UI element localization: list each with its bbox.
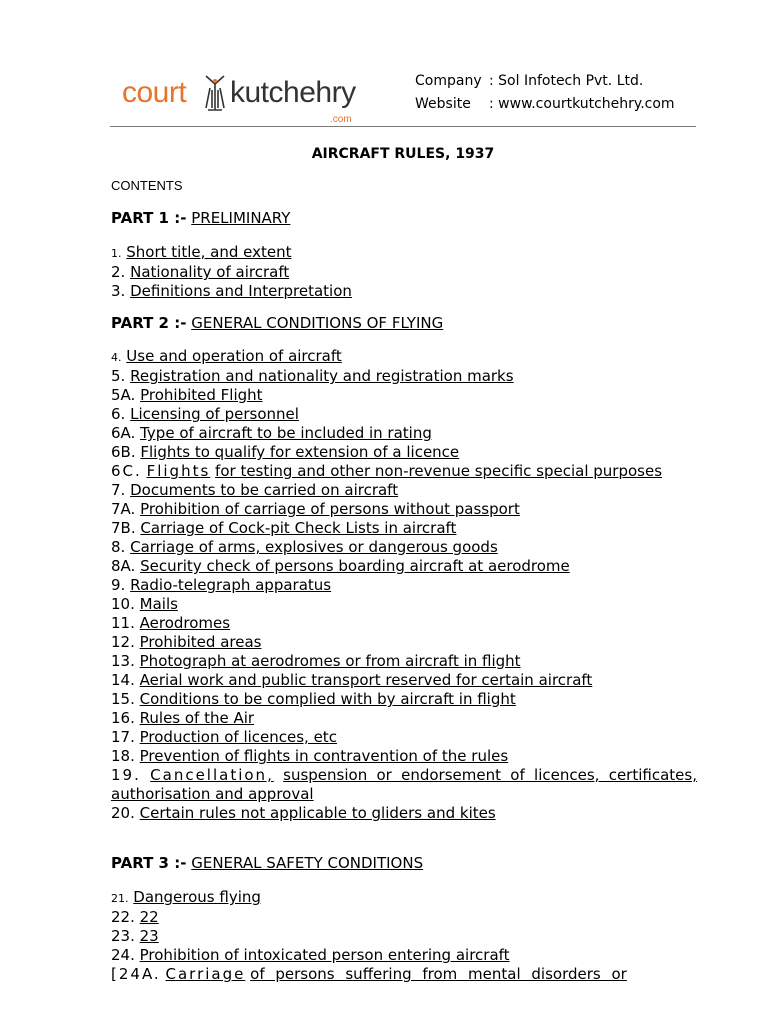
list-item — [111, 927, 697, 946]
item-number: 5. — [111, 367, 126, 385]
item-link[interactable]: Cancellation, — [150, 766, 274, 784]
item-number: 9. — [111, 576, 126, 594]
company-row — [415, 70, 675, 93]
header-divider — [110, 126, 696, 127]
page-header — [110, 62, 696, 126]
part-3-heading — [111, 854, 423, 872]
list-item — [111, 614, 697, 633]
item-number: [24A. — [111, 965, 161, 983]
item-number: 6. — [111, 405, 126, 423]
item-link[interactable]: Conditions to be complied with by aircraft in flight — [139, 690, 516, 708]
item-number: 11. — [111, 614, 135, 632]
item-number: 15. — [111, 690, 135, 708]
item-number: 23. — [111, 927, 135, 945]
item-number: 24. — [111, 946, 135, 964]
list-item — [111, 671, 697, 690]
list-item — [111, 908, 697, 927]
list-item — [111, 728, 697, 747]
item-link[interactable]: Aerial work and public transport reserved for certain aircraft — [139, 671, 593, 689]
item-number: 4. — [111, 351, 122, 364]
logo-com-text: .com — [330, 114, 352, 125]
item-link[interactable]: Use and operation of aircraft — [126, 347, 342, 365]
logo-court-text: court — [122, 76, 187, 109]
list-item — [111, 443, 697, 462]
website-label: Website — [415, 96, 471, 112]
item-number: 8A. — [111, 557, 136, 575]
item-number: 21. — [111, 892, 129, 905]
list-item — [111, 595, 697, 614]
item-number: 18. — [111, 747, 135, 765]
item-link[interactable]: Documents to be carried on aircraft — [130, 481, 399, 499]
item-link[interactable]: Registration and nationality and registration marks — [130, 367, 514, 385]
list-item — [111, 424, 697, 443]
list-item — [111, 500, 697, 519]
part-1-label: PART 1 :- — [111, 209, 187, 227]
list-item — [111, 709, 697, 728]
part-3-label: PART 3 :- — [111, 854, 187, 872]
item-number: 6C. — [111, 462, 142, 480]
list-item — [111, 538, 697, 557]
list-item — [111, 282, 697, 301]
part-2-heading — [111, 314, 443, 332]
item-link[interactable]: Aerodromes — [139, 614, 231, 632]
list-item — [111, 633, 697, 652]
list-item — [111, 243, 697, 263]
item-link[interactable]: Type of aircraft to be included in rating — [140, 424, 432, 442]
item-number: 7A. — [111, 500, 136, 518]
list-item — [111, 747, 697, 766]
item-link[interactable]: suspension or endorsement of licences, certificates, authorisation and approval — [111, 766, 697, 803]
list-item — [111, 557, 697, 576]
item-number: 14. — [111, 671, 135, 689]
company-value: : Sol Infotech Pvt. Ltd. — [489, 73, 644, 89]
item-number: 6B. — [111, 443, 136, 461]
part-1-title-link[interactable]: PRELIMINARY — [191, 209, 291, 227]
item-number: 7. — [111, 481, 126, 499]
item-number: 10. — [111, 595, 135, 613]
item-number: 22. — [111, 908, 135, 926]
item-link[interactable]: Short title, and extent — [126, 243, 292, 261]
item-number: 1. — [111, 247, 122, 260]
item-link[interactable]: Flights to qualify for extension of a licence — [140, 443, 460, 461]
list-item — [111, 690, 697, 709]
part-1-list — [111, 243, 697, 301]
item-number: 6A. — [111, 424, 136, 442]
item-link[interactable]: Rules of the Air — [139, 709, 255, 727]
website-value: : www.courtkutchehry.com — [489, 96, 675, 112]
item-link[interactable]: Dangerous flying — [133, 888, 261, 906]
item-link[interactable]: Nationality of aircraft — [130, 263, 290, 281]
item-number: 12. — [111, 633, 135, 651]
item-link[interactable]: for testing and other non-revenue specific special purposes — [215, 462, 663, 480]
item-link[interactable]: Prohibited areas — [139, 633, 262, 651]
item-link[interactable]: Production of licences, etc — [139, 728, 337, 746]
item-number: 19. — [111, 766, 141, 784]
item-link[interactable]: Prohibition of intoxicated person entering aircraft — [139, 946, 510, 964]
list-item — [111, 965, 697, 984]
courtkutchehry-logo — [122, 72, 382, 126]
part-2-list — [111, 347, 697, 823]
list-item — [111, 652, 697, 671]
document-title: AIRCRAFT RULES, 1937 — [311, 146, 495, 162]
item-link[interactable]: Prevention of flights in contravention of the rules — [139, 747, 509, 765]
list-item — [111, 347, 697, 367]
company-label: Company — [415, 73, 482, 89]
item-link[interactable]: Prohibition of carriage of persons without passport — [140, 500, 520, 518]
item-number: 17. — [111, 728, 135, 746]
list-item — [111, 519, 697, 538]
item-link[interactable]: Carriage — [165, 965, 246, 983]
item-link[interactable]: 22 — [139, 908, 159, 926]
list-item — [111, 263, 697, 282]
item-link[interactable]: Security check of persons boarding aircraft at aerodrome — [140, 557, 570, 575]
gavel-figure-icon — [200, 72, 230, 112]
part-2-label: PART 2 :- — [111, 314, 187, 332]
list-item — [111, 766, 697, 804]
list-item — [111, 481, 697, 500]
item-link[interactable]: Certain rules not applicable to gliders and kites — [139, 804, 496, 822]
item-number: 16. — [111, 709, 135, 727]
item-number: 5A. — [111, 386, 136, 404]
item-link[interactable]: Photograph at aerodromes or from aircraft in flight — [139, 652, 521, 670]
item-link[interactable]: Mails — [139, 595, 178, 613]
list-item — [111, 804, 697, 823]
item-link[interactable]: Definitions and Interpretation — [130, 282, 352, 300]
part-3-list — [111, 888, 697, 984]
list-item — [111, 405, 697, 424]
part-2-title-link[interactable]: GENERAL CONDITIONS OF FLYING — [191, 314, 444, 332]
logo-kutchehry-text: kutchehry — [230, 76, 356, 109]
item-link[interactable]: Licensing of personnel — [130, 405, 299, 423]
item-link[interactable]: Carriage of arms, explosives or dangerous goods — [130, 538, 498, 556]
item-link[interactable]: Flights — [146, 462, 211, 480]
item-number: 13. — [111, 652, 135, 670]
list-item — [111, 462, 697, 481]
list-item — [111, 946, 697, 965]
item-link[interactable]: 23 — [139, 927, 159, 945]
part-1-heading — [111, 209, 290, 227]
item-link[interactable]: of persons suffering from mental disorders or — [250, 965, 627, 983]
item-link[interactable]: Prohibited Flight — [140, 386, 263, 404]
item-number: 2. — [111, 263, 126, 281]
list-item — [111, 386, 697, 405]
item-number: 7B. — [111, 519, 136, 537]
list-item — [111, 367, 697, 386]
contents-label: CONTENTS — [111, 178, 183, 193]
item-number: 20. — [111, 804, 135, 822]
item-link[interactable]: Radio-telegraph apparatus — [130, 576, 332, 594]
company-info — [415, 70, 675, 116]
list-item — [111, 576, 697, 595]
item-link[interactable]: Carriage of Cock-pit Check Lists in aircraft — [140, 519, 457, 537]
item-number: 3. — [111, 282, 126, 300]
website-row — [415, 93, 675, 116]
list-item — [111, 888, 697, 908]
part-3-title-link[interactable]: GENERAL SAFETY CONDITIONS — [191, 854, 424, 872]
item-number: 8. — [111, 538, 126, 556]
